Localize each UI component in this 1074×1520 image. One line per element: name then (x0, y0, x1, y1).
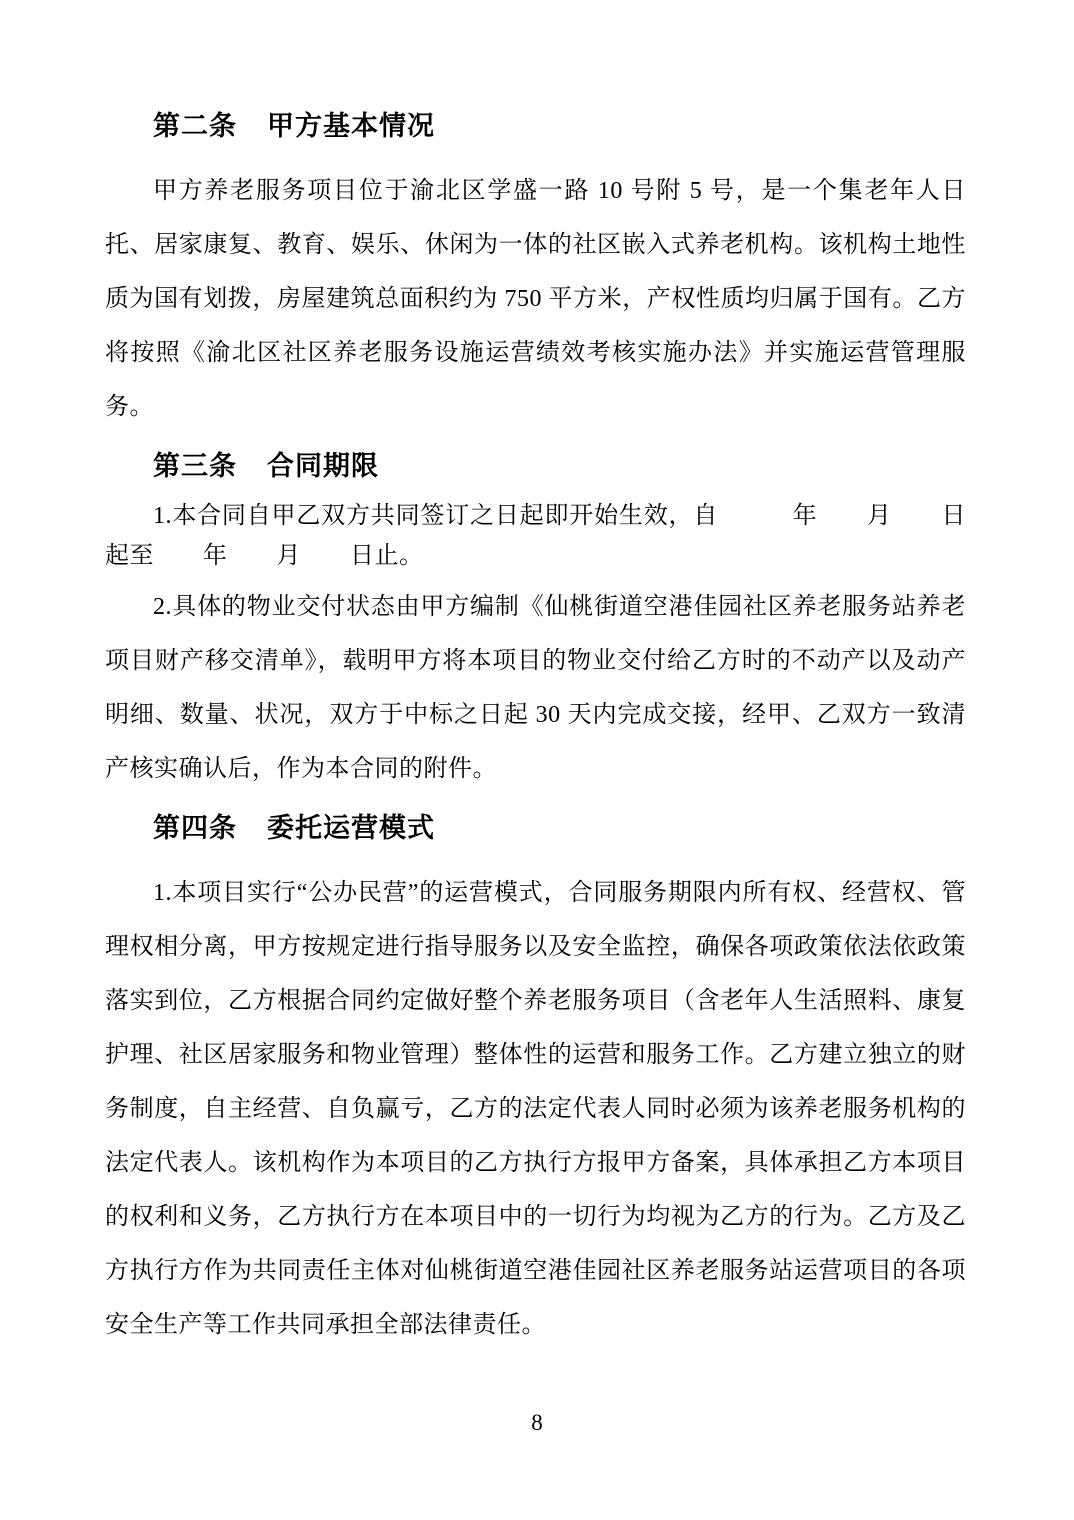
article-3-title: 合同期限 (267, 451, 379, 481)
article-3-item-2: 2.具体的物业交付状态由甲方编制《仙桃街道空港佳园社区养老服务站养老项目财产移交清单》，载明甲方将本项目的物业交付给乙方时的不动产以及动产明细、数量、状况，双方于中标之日起 30 天内完成交接，经甲、乙双方一致清产核实确认后，作为本合同的附件。 (105, 594, 966, 782)
article-4-item-1: 1.本项目实行“公办民营”的运营模式，合同服务期限内所有权、经营权、管理权相分离，甲方按规定进行指导服务以及安全监控，确保各项政策依法依政策落实到位，乙方根据合同约定做好整个养老服务项目（含老年人生活照料、康复护理、社区居家服务和物业管理）整体性的运营和服务工作。乙方建立独立的财务制度，自主经营、自负赢亏，乙方的法定代表人同时必须为该养老服务机构的法定代表人。该机构作为本项目的乙方执行方报甲方备案，具体承担乙方本项目的权利和义务，乙方执行方在本项目中的一切行为均视为乙方的行为。乙方及乙方执行方作为共同责任主体对仙桃街道空港佳园社区养老服务站运营项目的各项安全生产等工作共同承担全部法律责任。 (105, 880, 966, 1338)
article-4-title: 委托运营模式 (267, 813, 435, 843)
article-2-title: 甲方基本情况 (267, 111, 435, 141)
article-4-heading (153, 810, 966, 846)
document-content (105, 108, 966, 1352)
article-3-item-1: 1.本合同自甲乙双方共同签订之日起即开始生效，自 年 月 日起至 年 月 日止。 (105, 503, 966, 569)
article-2-paragraph-1: 甲方养老服务项目位于渝北区学盛一路 10 号附 5 号，是一个集老年人日托、居家康复、教育、娱乐、休闲为一体的社区嵌入式养老机构。该机构土地性质为国有划拨，房屋建筑总面积约为 750 平方米，产权性质均归属于国有。乙方将按照《渝北区社区养老服务设施运营绩效考核实施办法》并实施运营管理服务。 (105, 178, 966, 420)
article-2-heading (153, 108, 966, 144)
page-number: 8 (531, 1410, 543, 1435)
article-2-number: 第二条 (153, 111, 237, 141)
article-3-number: 第三条 (153, 451, 237, 481)
article-3-heading (153, 448, 966, 484)
article-4-number: 第四条 (153, 813, 237, 843)
